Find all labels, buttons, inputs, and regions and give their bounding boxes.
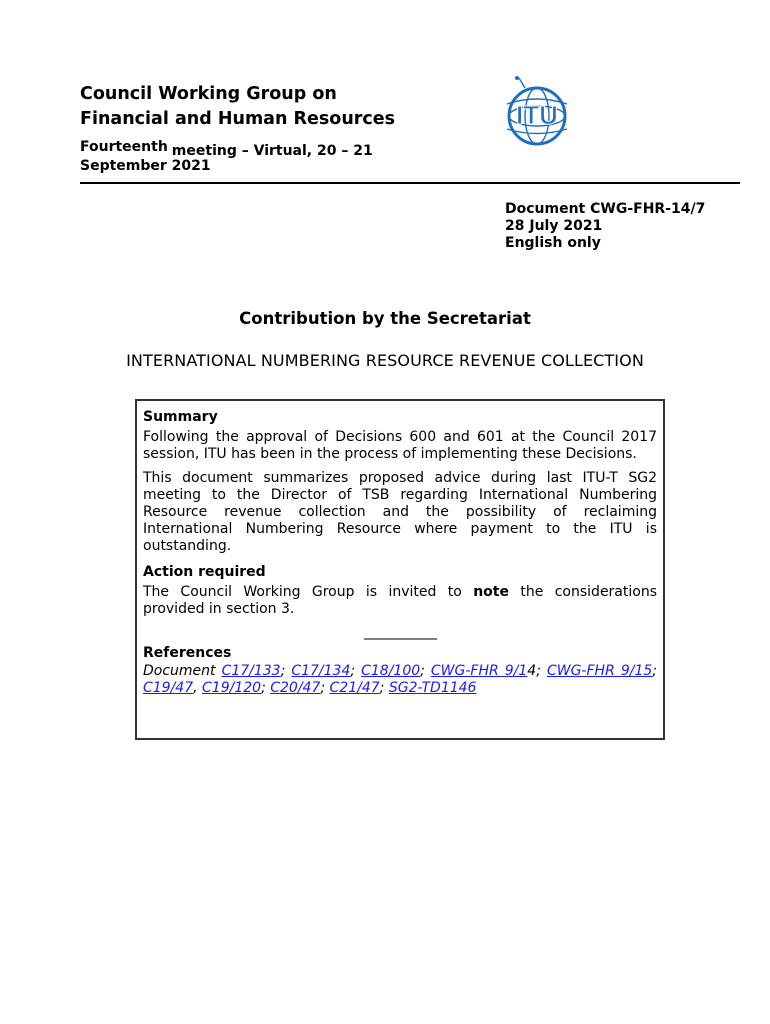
reference-link[interactable]: C19/47	[143, 680, 194, 696]
action-paragraph	[143, 584, 657, 618]
reference-link[interactable]: C20/47	[270, 680, 321, 696]
reference-link[interactable]: CWG-FHR 9/1	[430, 663, 528, 679]
logo-text: ITU	[516, 100, 558, 130]
reference-link[interactable]: C19/120	[202, 680, 262, 696]
document-subtitle: INTERNATIONAL NUMBERING RESOURCE REVENUE COLLECTION	[126, 351, 644, 370]
reference-link[interactable]: C17/134	[291, 663, 351, 679]
action-text-before: The Council Working Group is invited to	[143, 584, 474, 600]
references-prefix: Document	[143, 663, 222, 679]
reference-separator: 4;	[527, 663, 547, 679]
reference-separator: ;	[652, 663, 657, 679]
document-info	[505, 201, 705, 252]
title-line-1: Council Working Group on	[80, 84, 337, 104]
action-text-bold: note	[473, 584, 509, 600]
summary-heading: Summary	[143, 409, 218, 425]
summary-paragraph-1: Following the approval of Decisions 600 and 601 at the Council 2017 session, ITU has been in the process of implementing these Decisions.	[143, 429, 657, 462]
action-text-after: the considerations provided in section 3.	[143, 584, 657, 617]
summary-box	[135, 399, 665, 740]
references-heading: References	[143, 645, 232, 661]
reference-link[interactable]: CWG-FHR 9/15	[546, 663, 653, 679]
document-language: English only	[505, 235, 601, 251]
meeting-mode-dates: meeting – Virtual, 20 – 21	[171, 143, 373, 159]
separator-line: ____________	[364, 624, 436, 640]
document-number: Document CWG-FHR-14/7	[505, 201, 706, 217]
header-divider	[80, 182, 740, 184]
meeting-title	[80, 82, 480, 132]
summary-paragraph-2: This document summarizes proposed advice during last ITU-T SG2 meeting to the Director of TSB regarding International Numbering Resource revenue collection and the possibility of reclaiming International Numbering Resource where payment to the ITU is outstanding.	[143, 470, 657, 554]
reference-separator: ;	[350, 663, 362, 679]
itu-logo	[497, 74, 577, 154]
reference-link[interactable]: C21/47	[329, 680, 380, 696]
reference-separator: ;	[261, 680, 271, 696]
reference-separator: ;	[379, 680, 389, 696]
reference-link[interactable]: SG2-TD1146	[388, 680, 477, 696]
reference-link[interactable]: C18/100	[361, 663, 421, 679]
action-heading: Action required	[143, 564, 266, 580]
document-date: 28 July 2021	[505, 218, 603, 234]
reference-separator: ;	[320, 680, 330, 696]
reference-separator: ,	[193, 680, 203, 696]
references-list	[143, 663, 657, 697]
reference-link[interactable]: C17/133	[221, 663, 281, 679]
meeting-details	[80, 137, 440, 176]
reference-separator: ;	[280, 663, 292, 679]
reference-separator: ;	[420, 663, 431, 679]
meeting-month-year: September 2021	[80, 158, 211, 174]
contribution-heading: Contribution by the Secretariat	[239, 309, 531, 328]
title-line-2: Financial and Human Resources	[80, 109, 396, 129]
meeting-ordinal: Fourteenth	[80, 139, 168, 155]
